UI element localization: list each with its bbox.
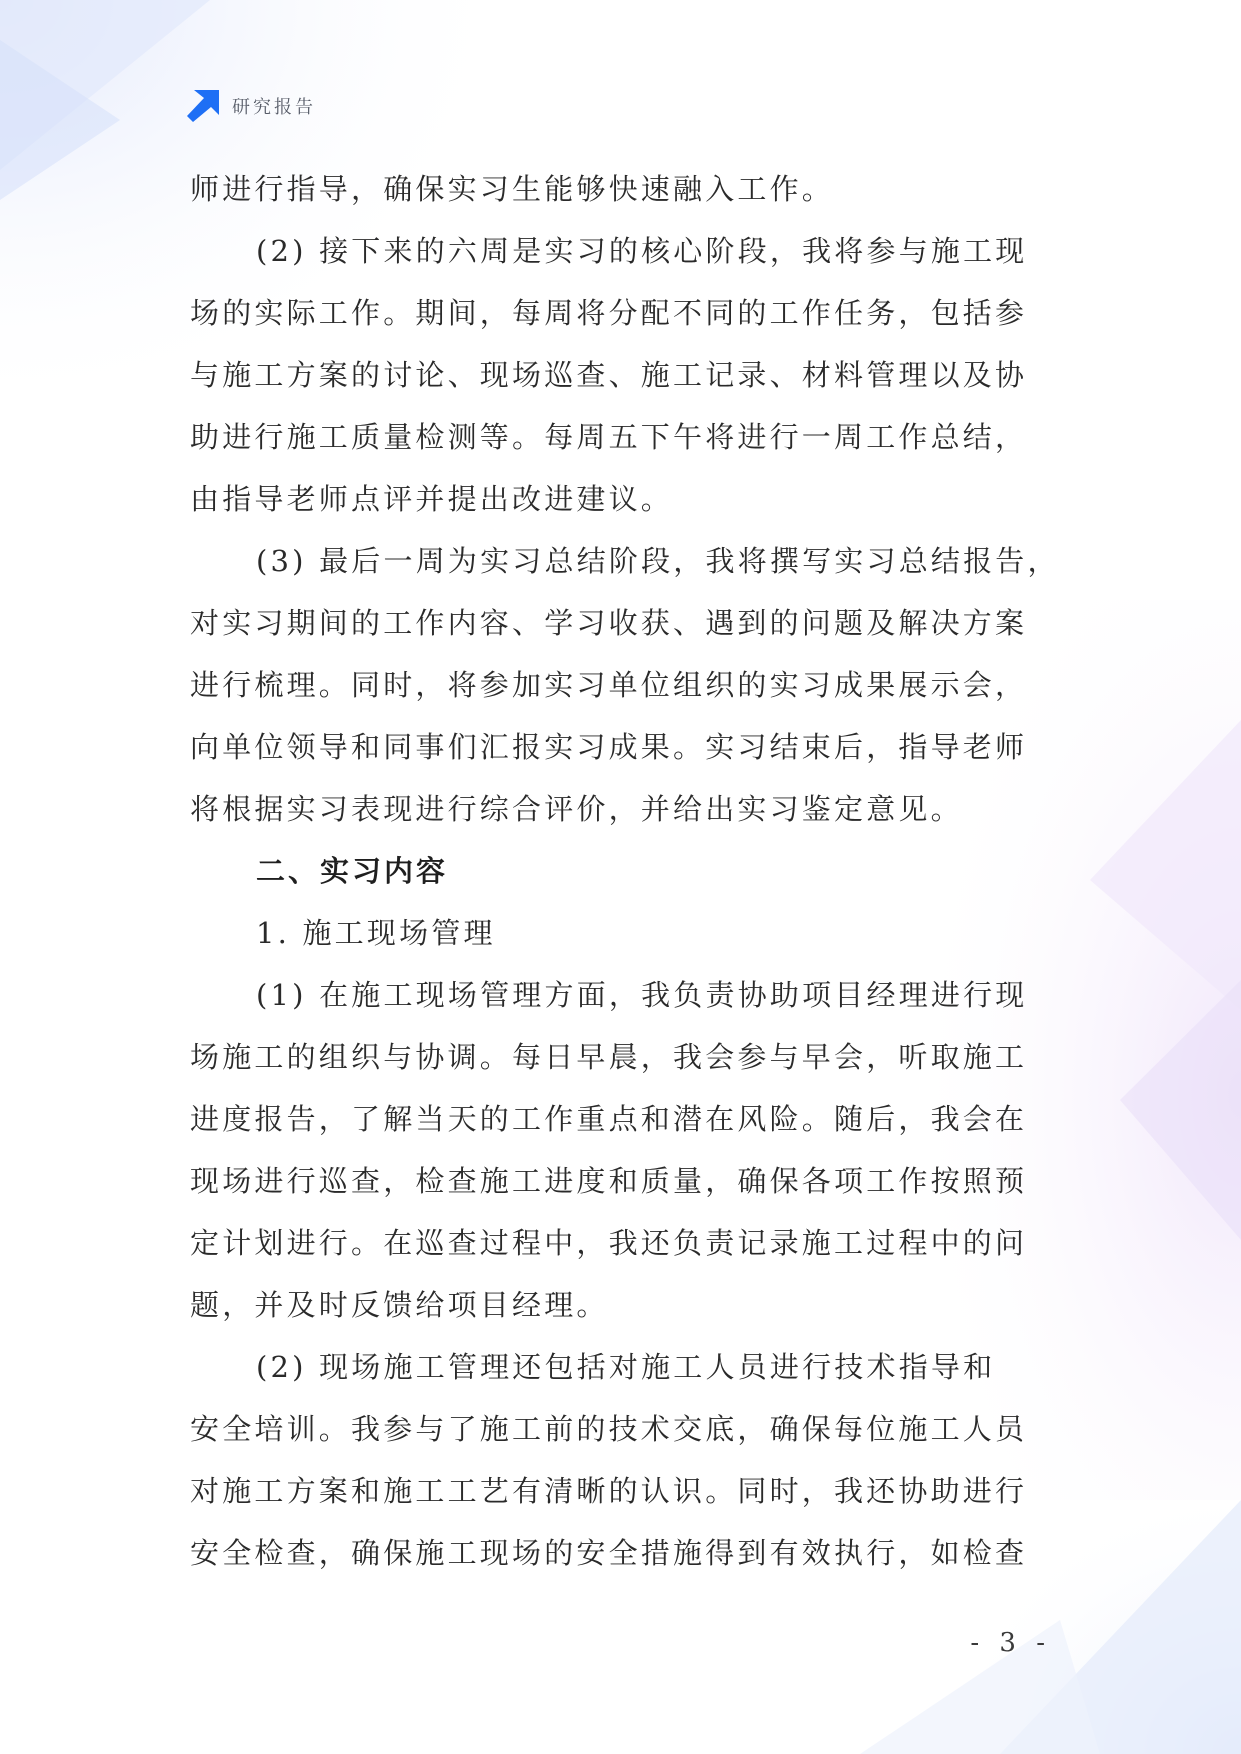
- text-line: 进度报告，了解当天的工作重点和潜在风险。随后，我会在: [190, 1102, 1028, 1136]
- document-body: [190, 158, 1070, 1584]
- text-line: 向单位领导和同事们汇报实习成果。实习结束后，指导老师: [190, 730, 1028, 764]
- text-line: 对实习期间的工作内容、学习收获、遇到的问题及解决方案: [190, 606, 1028, 640]
- text-line: 将根据实习表现进行综合评价，并给出实习鉴定意见。: [190, 792, 963, 826]
- paragraph: [190, 530, 1070, 840]
- text-line: 进行梳理。同时，将参加实习单位组织的实习成果展示会，: [190, 668, 1028, 702]
- paragraph: [190, 1336, 1070, 1584]
- text-line: (2) 现场施工管理还包括对施工人员进行技术指导和: [256, 1350, 996, 1384]
- paragraph: [190, 964, 1070, 1336]
- paragraph: [190, 158, 1070, 220]
- text-line: 助进行施工质量检测等。每周五下午将进行一周工作总结，: [190, 420, 1028, 454]
- header-title: 研究报告: [232, 97, 316, 118]
- text-line: 现场进行巡查，检查施工进度和质量，确保各项工作按照预: [190, 1164, 1028, 1198]
- subsection-heading: [190, 902, 1070, 964]
- text-line: 定计划进行。在巡查过程中，我还负责记录施工过程中的问: [190, 1226, 1028, 1260]
- subsection-heading-text: 1. 施工现场管理: [256, 916, 496, 950]
- page-header: [186, 88, 316, 124]
- section-heading: [190, 840, 1070, 902]
- section-heading-text: 二、实习内容: [256, 854, 449, 888]
- text-line: 场的实际工作。期间，每周将分配不同的工作任务，包括参: [190, 296, 1028, 330]
- text-line: 场施工的组织与协调。每日早晨，我会参与早会，听取施工: [190, 1040, 1028, 1074]
- text-line: 师进行指导，确保实习生能够快速融入工作。: [190, 172, 835, 206]
- text-line: (2) 接下来的六周是实习的核心阶段，我将参与施工现: [256, 234, 1028, 268]
- arrow-logo-icon: [186, 89, 220, 123]
- text-line: 对施工方案和施工工艺有清晰的认识。同时，我还协助进行: [190, 1474, 1028, 1508]
- text-line: 题，并及时反馈给项目经理。: [190, 1288, 609, 1322]
- text-line: 由指导老师点评并提出改进建议。: [190, 482, 674, 516]
- text-line: 安全检查，确保施工现场的安全措施得到有效执行，如检查: [190, 1536, 1028, 1570]
- text-line: (1) 在施工现场管理方面，我负责协助项目经理进行现: [256, 978, 1028, 1012]
- paragraph: [190, 220, 1070, 530]
- text-line: 与施工方案的讨论、现场巡查、施工记录、材料管理以及协: [190, 358, 1028, 392]
- text-line: (3) 最后一周为实习总结阶段，我将撰写实习总结报告，: [256, 544, 1060, 578]
- text-line: 安全培训。我参与了施工前的技术交底，确保每位施工人员: [190, 1412, 1028, 1446]
- page-number: - 3 -: [970, 1628, 1051, 1658]
